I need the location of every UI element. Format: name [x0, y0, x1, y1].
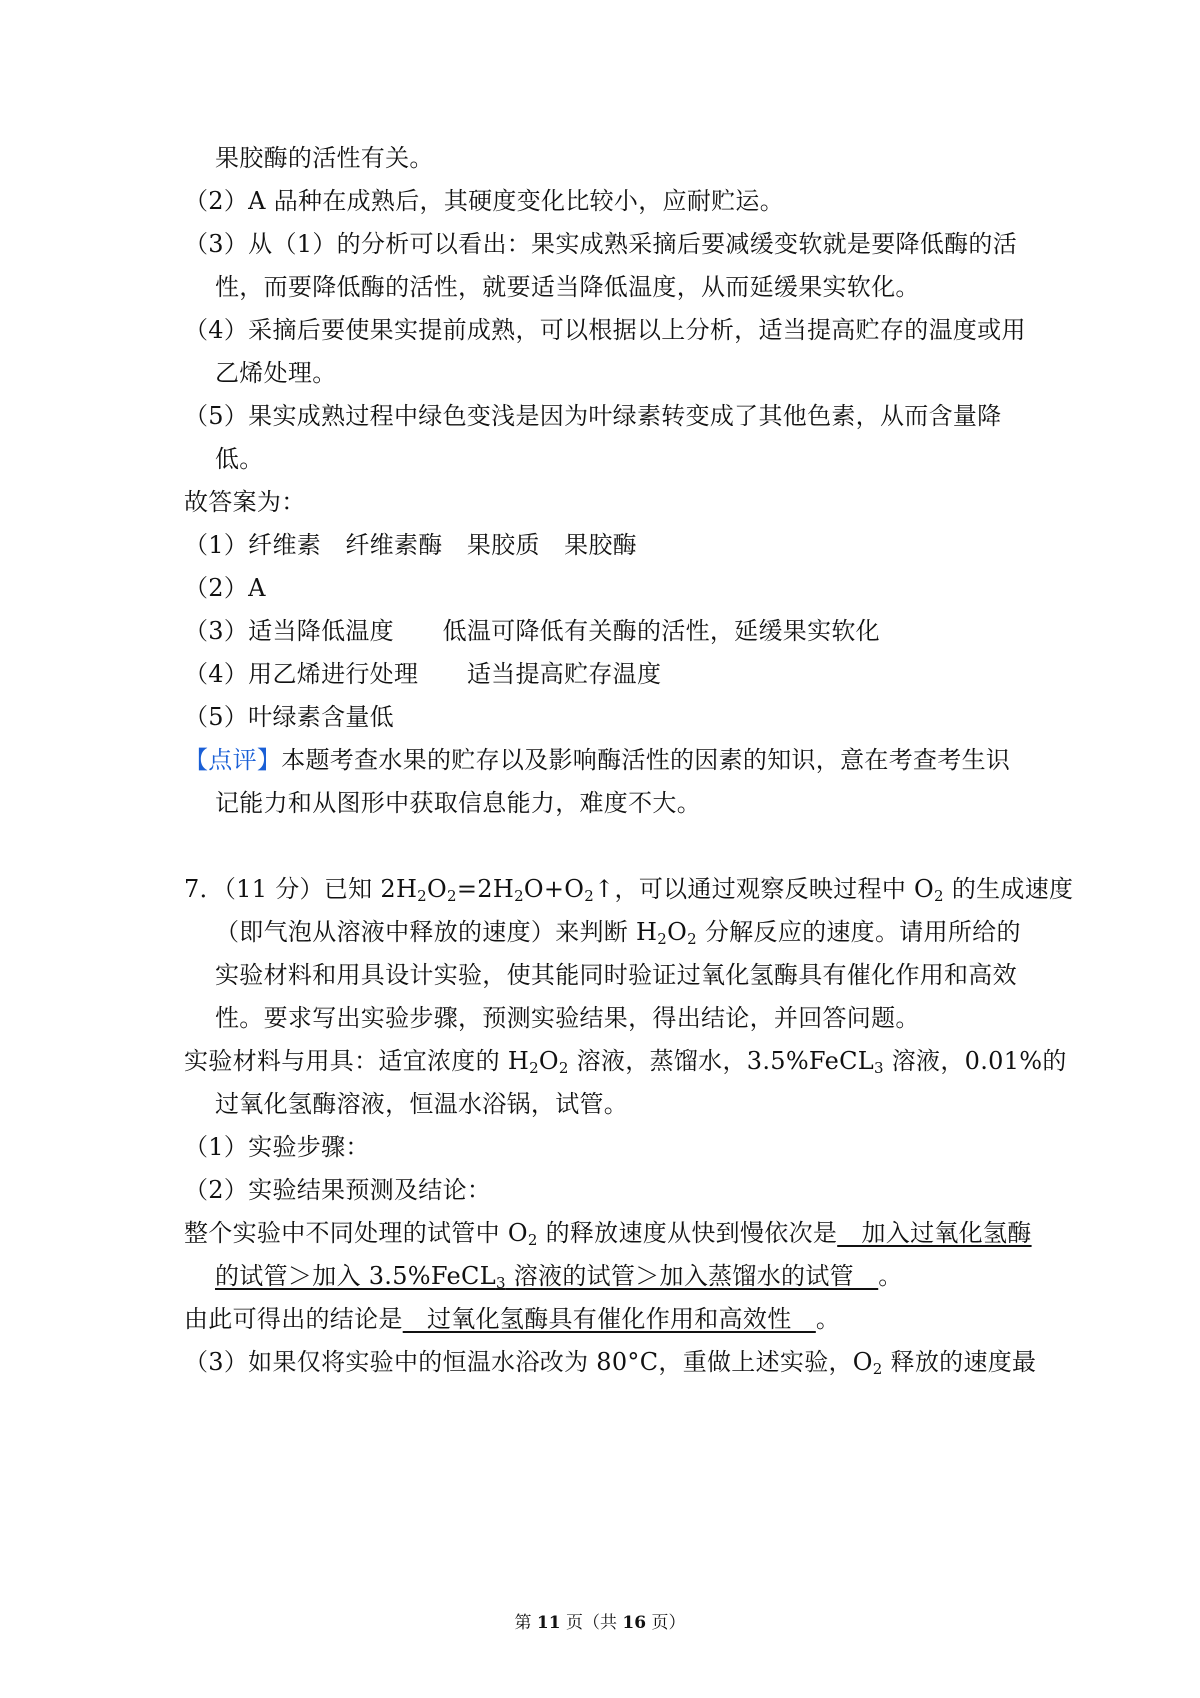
step-heading: （1）实验步骤：: [184, 1133, 370, 1161]
answer-blank: 的试管＞加入 3.5%FeCL$_3$ 溶液的试管＞加入蒸馏水的试管: [215, 1262, 879, 1292]
step-heading: （2）实验结果预测及结论：: [184, 1176, 492, 1204]
text-line: 性。要求写出实验步骤，预测实验结果，得出结论，并回答问题。: [215, 1004, 920, 1032]
result-line: 的试管＞加入 3.5%FeCL$_3$ 溶液的试管＞加入蒸馏水的试管 。: [215, 1262, 903, 1292]
text-line: （2）A 品种在成熟后，其硬度变化比较小，应耐贮运。: [184, 187, 785, 215]
comment-tag: 【点评】: [184, 746, 282, 774]
question-number: 7．: [184, 875, 224, 903]
comment-line: [184, 745, 1010, 775]
text-line: （3）从（1）的分析可以看出：果实成熟采摘后要减缓变软就是要降低酶的活: [184, 230, 1018, 258]
question-7-line: 7．（11 分）已知 $2H_2O_2=2H_2O+O_2↑$，可以通过观察反映过程中 $O_2$ 的生成速度: [184, 875, 1074, 905]
comment-text: 本题考查水果的贮存以及影响酶活性的因素的知识，意在考查考生识: [281, 746, 1011, 774]
text-line: 低。: [215, 445, 264, 473]
text-line: （4）采摘后要使果实提前成熟，可以根据以上分析，适当提高贮存的温度或用: [184, 316, 1026, 344]
answer-blank: 过氧化氢酶具有催化作用和高效性: [402, 1305, 816, 1333]
text-line: 实验材料和用具设计实验，使其能同时验证过氧化氢酶具有催化作用和高效: [215, 961, 1017, 989]
text-line: 过氧化氢酶溶液，恒温水浴锅，试管。: [215, 1090, 629, 1118]
text-line: （3）如果仅将实验中的恒温水浴改为 80°C，重做上述实验，$O_2$ 释放的速度最: [184, 1348, 1037, 1378]
result-line: 整个实验中不同处理的试管中 $O_2$ 的释放速度从快到慢依次是 加入过氧化氢酶: [184, 1219, 1032, 1249]
text-line: 果胶酶的活性有关。: [215, 144, 434, 172]
answer-line: （3）适当降低温度 低温可降低有关酶的活性，延缓果实软化: [184, 617, 880, 645]
text-line: 乙烯处理。: [215, 359, 337, 387]
answer-line: （5）叶绿素含量低: [184, 703, 394, 731]
text-line: （5）果实成熟过程中绿色变浅是因为叶绿素转变成了其他色素，从而含量降: [184, 402, 1002, 430]
page-footer: 第 11 页（共 16 页）: [514, 1613, 686, 1633]
text-line: 性，而要降低酶的活性，就要适当降低温度，从而延缓果实软化。: [215, 273, 920, 301]
materials-line: 实验材料与用具：适宜浓度的 $H_2O_2$ 溶液，蒸馏水，3.5%FeCL$_3$ 溶液，0.01%的: [184, 1047, 1067, 1077]
answer-line: （4）用乙烯进行处理 适当提高贮存温度: [184, 660, 662, 688]
answer-line: （2）A: [184, 574, 266, 602]
answer-blank: 加入过氧化氢酶: [837, 1219, 1032, 1247]
page-number: 11: [536, 1613, 561, 1633]
page-total: 16: [622, 1613, 647, 1633]
text-line: 记能力和从图形中获取信息能力，难度不大。: [215, 789, 701, 817]
text-line: （即气泡从溶液中释放的速度）来判断 $H_2O_2$ 分解反应的速度。请用所给的: [215, 918, 1021, 948]
answer-heading: 故答案为：: [184, 488, 306, 516]
conclusion-line: 由此可得出的结论是 过氧化氢酶具有催化作用和高效性 。: [184, 1305, 841, 1333]
answer-line: （1）纤维素 纤维素酶 果胶质 果胶酶: [184, 531, 637, 559]
